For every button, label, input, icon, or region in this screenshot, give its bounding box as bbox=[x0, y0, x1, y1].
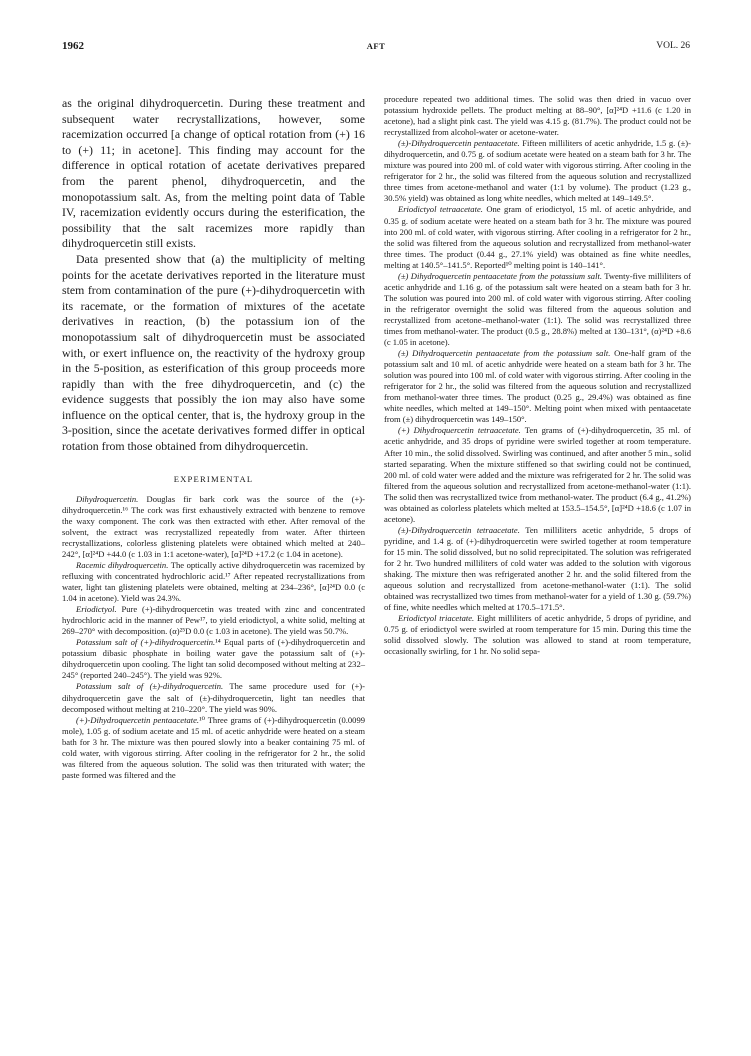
right-column bbox=[384, 94, 691, 657]
procedure-title: Dihydroquercetin. bbox=[76, 493, 139, 504]
procedure-title: (+) Dihydroquercetin tetraacetate. bbox=[398, 425, 521, 436]
procedure-paragraph bbox=[62, 494, 365, 560]
running-title: AFT bbox=[366, 41, 386, 51]
procedure-text: procedure repeated two additional times. The solid was then dried in vacuo over potassium hydroxide pellets. The product melting at 88–90°, [α]²⁴D +11.6 (c 1.20 in acetone), had a slight pink cast. The yield was 4.15 g. (81.7%). The product could not be recrystallized from alcohol-water or acetone-water. bbox=[384, 94, 691, 138]
procedure-text: The same procedure used for (+)-dihydroquercetin gave the salt of (±)-dihydroquercetin, light tan needles that decomposed without melting at 210–220°. The yield was 90%. bbox=[62, 681, 365, 714]
procedure-paragraph bbox=[384, 348, 691, 425]
page-number: 1962 bbox=[62, 40, 84, 52]
procedure-paragraph bbox=[62, 637, 365, 681]
procedure-title: Eriodictyol tetraacetate. bbox=[398, 204, 483, 215]
discussion-paragraph: Data presented show that (a) the multiplicity of melting points for the acetate derivatives reported in the literature must stem from contamination of the pure (+)-dihydroquercetin with its racemate, or the formation of mixtures of the acetate derivatives in reaction, (b) the potassium ion of the monopotassium salt of dihydroquercetin must be associated with, or exert influence on, the reactivity of the hydroxy group in the 5-position, as esterification of this group proceeds more rapidly than with the free dihydroquercetin, and (c) the evidence suggests that possibly the ion may also have some influence on the optical center, that is, the hydroxy group in the 3-position, since the acetate derivatives formed differ in optical rotation from those obtained from dihydroquercetin. bbox=[62, 251, 365, 454]
procedure-title: Eriodictyol. bbox=[76, 604, 117, 615]
procedure-paragraph bbox=[62, 560, 365, 604]
procedure-paragraph bbox=[384, 425, 691, 524]
procedure-paragraph bbox=[384, 94, 691, 138]
left-column bbox=[62, 96, 365, 781]
procedure-title: (±)-Dihydroquercetin pentaacetate. bbox=[398, 138, 520, 149]
procedure-title: (+)-Dihydroquercetin pentaacetate. bbox=[76, 714, 200, 725]
procedure-text: One-half gram of the potassium salt and 10 ml. of acetic anhydride were heated on a steam bath for 3 hr. The solution was poured into 100 ml. of cold water with vigorous stirring. After cooling in the refrigerator for 2 hr., the solid was filtered from the aqueous solution and recrystallized from methanol-water three times. The product (0.25 g., 29.4%) was obtained as fine white needles, which melted at 149–150°. Melting point when mixed with pentaacetate from (±) dihydroquercetin was 149–150°. bbox=[384, 348, 691, 425]
procedure-text: Fifteen milliliters of acetic anhydride, 1.5 g. (±)-dihydroquercetin, and 0.75 g. of sodium acetate were heated on a steam bath for 3 hr. The mixture was poured into 200 ml. of cold water with vigorous stirring. After cooling in the refrigerator for 2 hr., the solid was filtered from the aqueous solution and recrystallized three times from acetone-methanol and water (1:1 by volume). The product (1.23 g., 30.5% yield) was obtained as long white needles, which melted at 149–149.5°. bbox=[384, 138, 692, 204]
experimental-heading: EXPERIMENTAL bbox=[173, 473, 254, 484]
procedure-text: The optically active dihydroquercetin was racemized by refluxing with concentrated hydrochloric acid.¹⁷ After repeated recrystallizations from water, light tan glistening platelets were obtained, melting at 234–236°, [α]²⁴D 0.0 (c 1.04 in acetone). Yield was 24.3%. bbox=[62, 559, 365, 604]
procedure-paragraph bbox=[384, 613, 691, 657]
procedure-paragraph bbox=[62, 681, 365, 714]
procedure-title: (±) Dihydroquercetin pentaacetate from the potassium salt. bbox=[398, 348, 611, 359]
procedure-text: Pure (+)-dihydroquercetin was treated with zinc and concentrated hydrochloric acid in the manner of Pew¹⁷, to yield eriodictyol, a white solid, melting at 269–270° with decomposition. (α)²⁵D 0.0 (c 1.03 in acetone). The yield was 50.7%. bbox=[62, 604, 365, 637]
procedure-title: (±) Dihydroquercetin pentaacetate from the potassium salt. bbox=[398, 270, 602, 281]
procedure-paragraph bbox=[384, 525, 691, 613]
procedure-title: (±)-Dihydroquercetin tetraacetate. bbox=[398, 524, 520, 535]
volume-label: VOL. 26 bbox=[656, 41, 690, 51]
procedure-paragraph bbox=[384, 138, 691, 204]
procedure-text: Ten milliliters acetic anhydride, 5 drops of pyridine, and 1.4 g. of (+)-dihydroquercetin were swirled together at room temperature for 15 min. The solid dissolved, but no solid reprecipitated. The solution was refrigerated for 2 hr. Two hundred milliliters of cold water was added to the solution with vigorous shaking. The mixture then was refrigerated another 2 hr. and the solid filtered from the aqueous solution and recrystallized from acetone-methanol-water (1:1). The solid obtained was recrystallized two times from methanol-water for a yield of 1.30 g. (59.7%) of fine, white needles which melted at 170.5–171.5°. bbox=[384, 524, 691, 613]
procedure-paragraph bbox=[384, 271, 691, 348]
procedure-text: Ten grams of (+)-dihydroquercetin, 35 ml. of acetic anhydride, and 35 drops of pyridine were swirled together at room temperature. After 10 min., the solid dissolved. Swirling was continued, and after another 5 min., solid started separating. When the mixture stiffened so that swirling could not be continued, 200 ml. of cold water were added and the mixture was refrigerated for 2 hr. The solid was filtered from the aqueous solution and recrystallized from acetone-methanol-water (1:1). The solid then was recrystallized twice from methanol-water. The product (6.4 g., 41.2%) was obtained as colorless platelets which melted at 153.5–154.5°, [α]²⁴D +18.6 (c 1.07 in acetone). bbox=[384, 425, 691, 524]
procedure-text: One gram of eriodictyol, 15 ml. of acetic anhydride, and 0.35 g. of sodium acetate were heated on a steam bath for 3 hr. The mixture was poured into 200 ml. of cold water, with vigorous stirring. After cooling in a refrigerator for 2 hr., the solid was filtered from the aqueous solution and recrystallized from methanol-water three times. The product (0.44 g., 27.1% yield) was obtained as fine white needles, melting at 140.5°–141.5°. Reported¹⁰ melting point is 140–141°. bbox=[384, 204, 691, 270]
procedure-title: Eriodictyol triacetate. bbox=[398, 613, 475, 624]
procedure-paragraph bbox=[62, 715, 365, 781]
procedure-text: Twenty-five milliliters of acetic anhydride and 1.16 g. of the potassium salt were heated on a steam bath for 3 hr. The solution was poured into 200 ml. of cold water with vigorous stirring. After cooling in the refrigerator overnight the solid was filtered from the aqueous solution and recrystallized from acetone–methanol-water (1:1). The solid was recrystallized three times from methanol-water. The product (0.5 g., 28.8%) melted at 130–131°, (α)²⁴D +8.6 (c 1.05 in acetone). bbox=[384, 270, 691, 348]
procedure-text: Douglas fir bark cork was the source of the (+)-dihydroquercetin.¹⁶ The cork was first exhaustively extracted with benzene to remove the waxy component. The cork was then extracted with ether. After removal of the solvent, the extract was recrystallized repeatedly from water. After thirteen recrystallizations, colorless glistening platelets were obtained which melted at 240–242°, [α]²⁴D +44.0 (c 1.03 in 1:1 acetone-water), [α]²⁴D +17.2 (c 1.04 in acetone). bbox=[62, 493, 365, 559]
procedure-paragraph bbox=[62, 604, 365, 637]
procedure-text: ¹⁰ Three grams of (+)-dihydroquercetin (0.0099 mole), 1.05 g. of sodium acetate and 15 ml. of acetic anhydride were heated on a steam bath for 3 hr. The mixture was then poured slowly into a beaker containing 75 ml. of cold water, with vigorous stirring. After cooling in the refrigerator for 2 hr., the solid was filtered from the aqueous solution. The solid was then triturated with water; the paste formed was filtered and the bbox=[62, 714, 366, 780]
procedure-text: ¹⁴ Equal parts of (+)-dihydroquercetin and potassium dibasic phosphate in boiling water gave the potassium salt of (+)-dihydroquercetin upon cooling. The light tan solid decomposed without melting at 232–245° (reported 240–245°). The yield was 92%. bbox=[62, 637, 365, 681]
page-header bbox=[62, 40, 690, 56]
procedure-title: Potassium salt of (+)-dihydroquercetin. bbox=[76, 637, 216, 648]
procedure-text: Eight milliliters of acetic anhydride, 5 drops of pyridine, and 0.75 g. of eriodictyol were swirled at room temperature for 15 min. During this time the solid dissolved slowly. The solution was allowed to stand at room temperature, occasionally swirling, for 1 hr. No solid sepa- bbox=[384, 613, 691, 657]
procedure-title: Racemic dihydroquercetin. bbox=[76, 559, 169, 570]
procedure-title: Potassium salt of (±)-dihydroquercetin. bbox=[76, 681, 224, 692]
procedure-paragraph bbox=[384, 204, 691, 270]
discussion-paragraph: as the original dihydroquercetin. During these treatment and subsequent water recrystallizations, however, some racemization occurred [a change of optical rotation from (+) 16 to (+) 11; in acetone]. This finding may account for the difference in optical rotation of acetate derivatives prepared from the parent phenol, dihydroquercetin, and the monopotassium salt. As, from the melting point data of Table IV, racemization evidently occurs during the esterification, the possibility that the salt racemizes more rapidly than dihydroquercetin still exists. bbox=[62, 96, 365, 251]
